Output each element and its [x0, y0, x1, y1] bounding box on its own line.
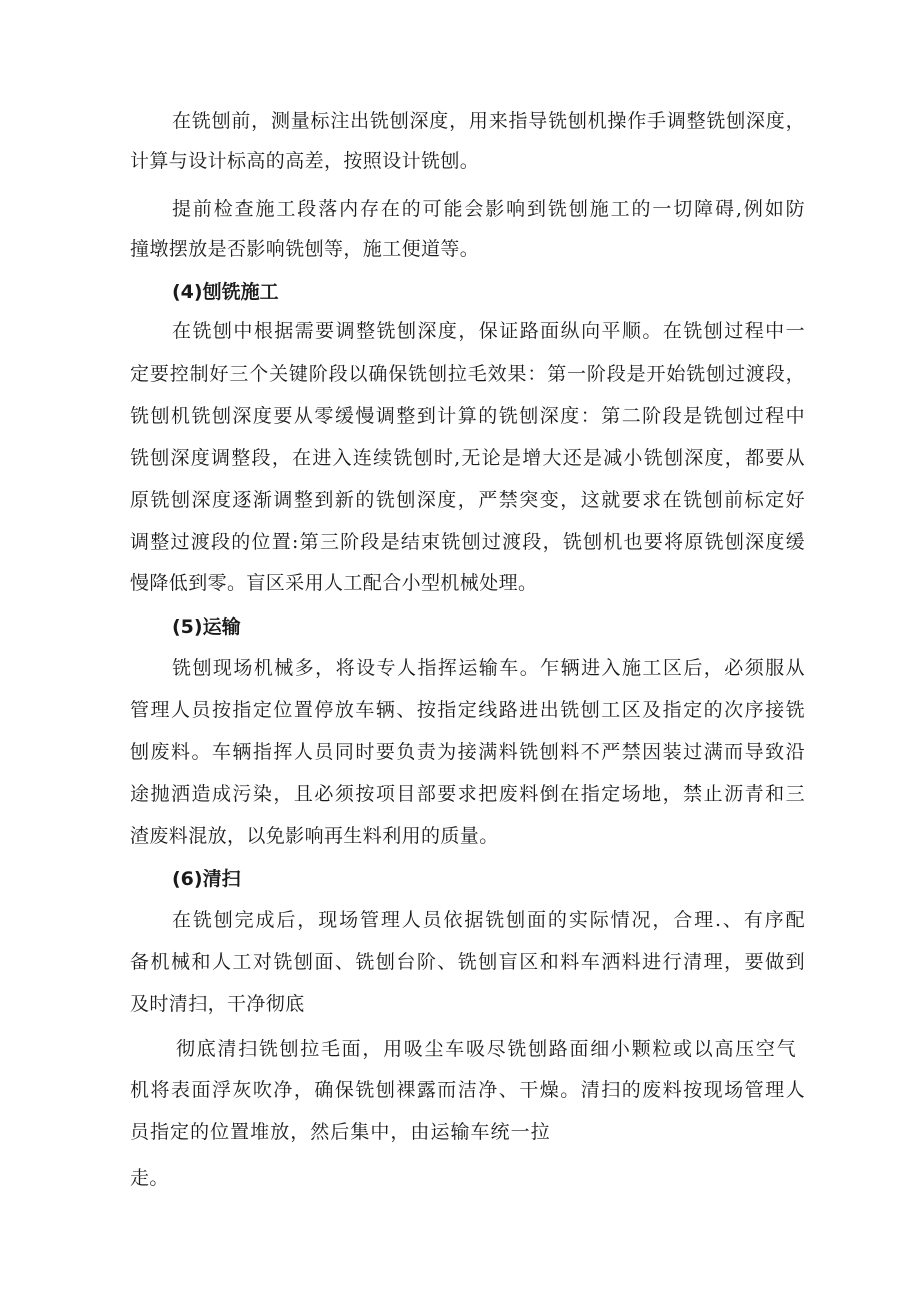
paragraph-line: 慢降低到零。盲区采用人工配合小型机械处理。: [130, 572, 538, 594]
paragraph-line: 刨废料。车辆指挥人员同时要负责为接满料铣刨料不严禁因装过满而导致沿: [130, 741, 805, 763]
paragraph-line: 管理人员按指定位置停放车辆、按指定线路进出铣刨工区及指定的次序接铣: [130, 699, 805, 721]
paragraph-line: 原铣刨深度逐渐调整到新的铣刨深度，严禁突变，这就要求在铣刨前标定好: [130, 489, 805, 511]
paragraph-line: 机将表面浮灰吹净，确保铣刨裸露而洁净、干燥。清扫的废料按现场管理人: [130, 1079, 805, 1101]
paragraph-line: 提前检查施工段落内存在的可能会影响到铣刨施工的一切障碍,例如防: [172, 198, 805, 220]
paragraph-line: 渣废料混放，以免影响再生料利用的质量。: [130, 825, 499, 847]
paragraph-line: 定要控制好三个关键阶段以确保铣刨拉毛效果：第一阶段是开始铣刨过渡段，: [130, 363, 805, 385]
section-heading: (4)刨铣施工: [172, 281, 279, 303]
paragraph-line: 在铣刨完成后，现场管理人员依据铣刨面的实际情况，合理.、有序配: [172, 909, 805, 931]
paragraph-line: 调整过渡段的位置:第三阶段是结束铣刨过渡段，铣刨机也要将原铣刨深度缓: [130, 531, 805, 553]
paragraph-line: 员指定的位置堆放，然后集中，由运输车统一拉: [130, 1121, 550, 1143]
paragraph-line: 铣刨机铣刨深度要从零缓慢调整到计算的铣刨深度：第二阶段是铣刨过程中: [130, 405, 805, 427]
paragraph-line: 撞墩摆放是否影响铣刨等，施工便道等。: [130, 238, 480, 260]
paragraph-line: 备机械和人工对铣刨面、铣刨台阶、铣刨盲区和料车洒料进行清理，要做到: [130, 951, 805, 973]
paragraph-line: 及时清扫，干净彻底: [130, 993, 305, 1015]
paragraph-line: 走。: [130, 1167, 169, 1189]
paragraph-line: 铣刨现场机械多，将设专人指挥运输车。乍辆进入施工区后，必须服从: [172, 657, 805, 679]
paragraph-line: 在铣刨中根据需要调整铣刨深度，保证路面纵向平顺。在铣刨过程中一: [172, 320, 805, 342]
section-heading: (6)清扫: [172, 868, 241, 890]
paragraph-line: 途抛洒造成污染，且必须按项目部要求把废料倒在指定场地，禁止沥青和三: [130, 783, 805, 805]
section-heading: (5)运输: [172, 616, 241, 638]
paragraph-line: 计算与设计标高的高差，按照设计铣刨。: [130, 150, 480, 172]
paragraph-line: 铣刨深度调整段，在进入连续铣刨时,无论是增大还是减小铣刨深度，都要从: [130, 447, 805, 469]
paragraph-line: 在铣刨前，测量标注出铣刨深度，用来指导铣刨机操作手调整铣刨深度，: [172, 110, 805, 132]
paragraph-line: 彻底清扫铣刨拉毛面，用吸尘车吸尽铣刨路面细小颗粒或以高压空气: [176, 1038, 796, 1060]
